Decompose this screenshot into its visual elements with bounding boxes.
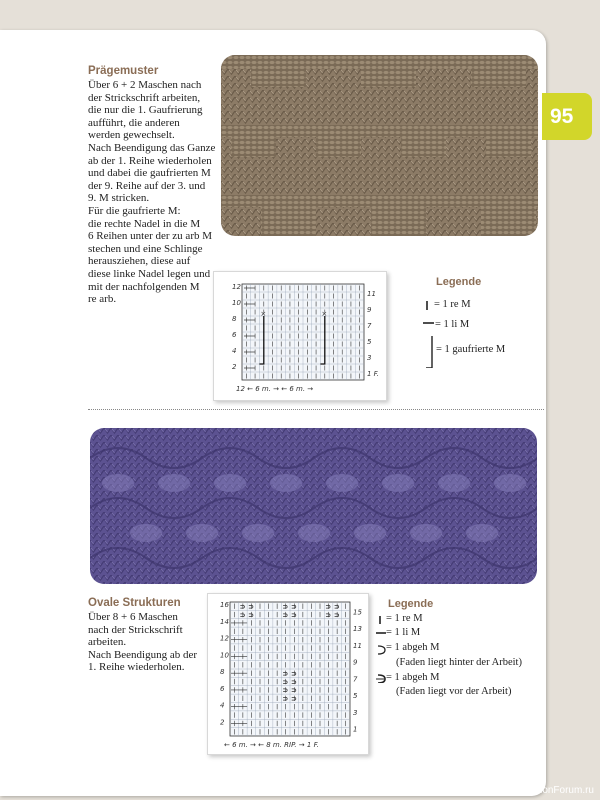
pattern1-instructions (88, 79, 215, 306)
row-number-right: 11 (353, 641, 362, 650)
slip-stitch-symbol: ⊃ (291, 611, 297, 620)
slip-stitch-symbol: ⊃ (333, 611, 340, 620)
row-number-left: 8 (232, 315, 237, 323)
slip-stitch-symbol: ⊃ (239, 602, 246, 611)
instruction-line: mit der nachfolgenden M (88, 280, 200, 293)
chart-bottom-label: 12 ← 6 m. → ← 6 m. → (236, 385, 314, 393)
row-number-right: 11 (367, 290, 376, 298)
slip-stitch-symbol: ⊃ (282, 611, 289, 620)
legend-purl-label: = 1 li M (435, 319, 470, 330)
slip-stitch-symbol: ⊃ (282, 669, 289, 678)
row-number-left: 4 (220, 701, 225, 710)
instruction-line: aufführt, die anderen (88, 116, 180, 129)
legend2-slip-back-label: = 1 abgeh M (386, 642, 440, 653)
row-number-left: 2 (232, 363, 237, 371)
row-number-left: 2 (220, 718, 225, 727)
instruction-line: ab der 1. Reihe wiederholen (88, 154, 212, 167)
instruction-line: Für die gaufrierte M: (88, 204, 181, 217)
slip-stitch-symbol: ⊃ (325, 602, 332, 611)
cross-mark: × (260, 310, 267, 318)
pattern2-instructions (88, 611, 197, 674)
cross-mark: × (321, 310, 328, 318)
slip-stitch-symbol: ⊃ (291, 602, 297, 611)
instruction-line: nach der Strickschrift (88, 623, 183, 636)
instruction-line: der Strickschrift arbeiten, (88, 91, 201, 104)
instruction-line: 1. Reihe wiederholen. (88, 661, 185, 674)
row-number-left: 6 (232, 331, 237, 339)
row-number-right: 7 (367, 322, 372, 330)
row-number-left: 12 (220, 634, 229, 643)
slip-stitch-symbol: ⊃ (282, 602, 289, 611)
row-number-left: 16 (220, 601, 229, 609)
slip-stitch-symbol: ⊃ (291, 669, 297, 678)
row-number-right: 15 (353, 608, 362, 617)
slip-stitch-symbol: ⊃ (291, 695, 297, 703)
pattern1-title: Prägemuster (88, 65, 159, 77)
instruction-line: 6 Reihen unter der zu arb M (88, 230, 213, 243)
slip-stitch-symbol: ⊃ (282, 686, 289, 695)
row-number-left: 4 (232, 347, 237, 355)
row-number-left: 8 (220, 668, 225, 676)
row-number-left: 12 (232, 283, 241, 291)
legend2-slip-front-label: = 1 abgeh M (386, 672, 440, 683)
row-number-left: 10 (232, 299, 241, 307)
instruction-line: der 9. Reihe auf der 3. und (88, 179, 206, 192)
pattern2-title: Ovale Strukturen (88, 597, 181, 609)
watermark: PassionForum.ru (517, 785, 594, 796)
row-number-right: 3 (367, 354, 372, 362)
legend-knit-label: = 1 re M (434, 299, 471, 310)
row-number-left: 14 (220, 617, 229, 626)
legend2-knit-label: = 1 re M (386, 613, 423, 624)
row-number-right: 3 (353, 708, 358, 717)
page-number-tab (542, 93, 592, 140)
slip-stitch-symbol: ⊃ (239, 611, 246, 620)
slip-stitch-symbol: ⊃ (325, 611, 332, 620)
row-number-right: 7 (353, 675, 358, 684)
section-divider (88, 409, 544, 410)
instruction-line: Nach Beendigung das Ganze (88, 141, 216, 154)
instruction-line: Nach Beendigung ab der (88, 648, 198, 661)
pattern1-legend-title: Legende (436, 276, 482, 288)
instruction-line: Über 6 + 2 Maschen nach (88, 79, 202, 91)
brown-knit-swatch-photo (221, 55, 538, 236)
instruction-line: stechen und eine Schlinge (88, 242, 203, 255)
instruction-line: arbeiten. (88, 636, 127, 649)
legend2-slip-back-note: (Faden liegt hinter der Arbeit) (396, 657, 522, 668)
row-number-right: 1 F. (367, 370, 380, 378)
instruction-line: herausziehen, diese auf (88, 255, 191, 268)
pattern2-legend-title: Legende (388, 598, 434, 610)
instruction-line: die rechte Nadel in die M (88, 217, 201, 230)
slip-stitch-symbol: ⊃ (282, 695, 289, 703)
slip-stitch-symbol: ⊃ (282, 678, 289, 687)
chart-bottom-label: ← 6 m. → ← 8 m. RIP. → 1 F. (224, 741, 319, 749)
instruction-line: 9. M stricken. (88, 192, 150, 205)
instruction-line: Über 8 + 6 Maschen (88, 611, 178, 623)
slip-stitch-symbol: ⊃ (291, 686, 297, 695)
row-number-right: 5 (353, 692, 358, 701)
purple-knit-swatch-photo (90, 428, 537, 584)
slip-stitch-symbol: ⊃ (333, 602, 340, 611)
row-number-right: 13 (353, 625, 362, 634)
row-number-left: 6 (220, 684, 225, 693)
slip-stitch-symbol: ⊃ (291, 678, 297, 687)
slip-stitch-symbol: ⊃ (248, 602, 255, 611)
legend2-slip-front-note: (Faden liegt vor der Arbeit) (396, 686, 512, 697)
instruction-line: und dabei die gaufrierten M (88, 167, 211, 180)
legend2-purl-label: = 1 li M (386, 627, 421, 638)
row-number-right: 9 (367, 306, 372, 314)
slip-stitch-symbol: ⊃ (248, 611, 255, 620)
row-number-right: 9 (353, 658, 358, 667)
row-number-right: 5 (367, 338, 372, 346)
legend-gaufrierte-label: = 1 gaufrierte M (436, 344, 506, 355)
instruction-line: werden gewechselt. (88, 129, 175, 142)
instruction-line: die nur die 1. Gaufrierung (88, 104, 203, 117)
page-number: 95 (550, 104, 574, 128)
row-number-right: 1 (353, 725, 358, 734)
pattern2-chart (207, 593, 369, 755)
pattern1-chart (213, 271, 387, 401)
row-number-left: 10 (220, 651, 229, 660)
instruction-line: re arb. (88, 293, 117, 306)
instruction-line: diese linke Nadel legen und (88, 267, 211, 280)
